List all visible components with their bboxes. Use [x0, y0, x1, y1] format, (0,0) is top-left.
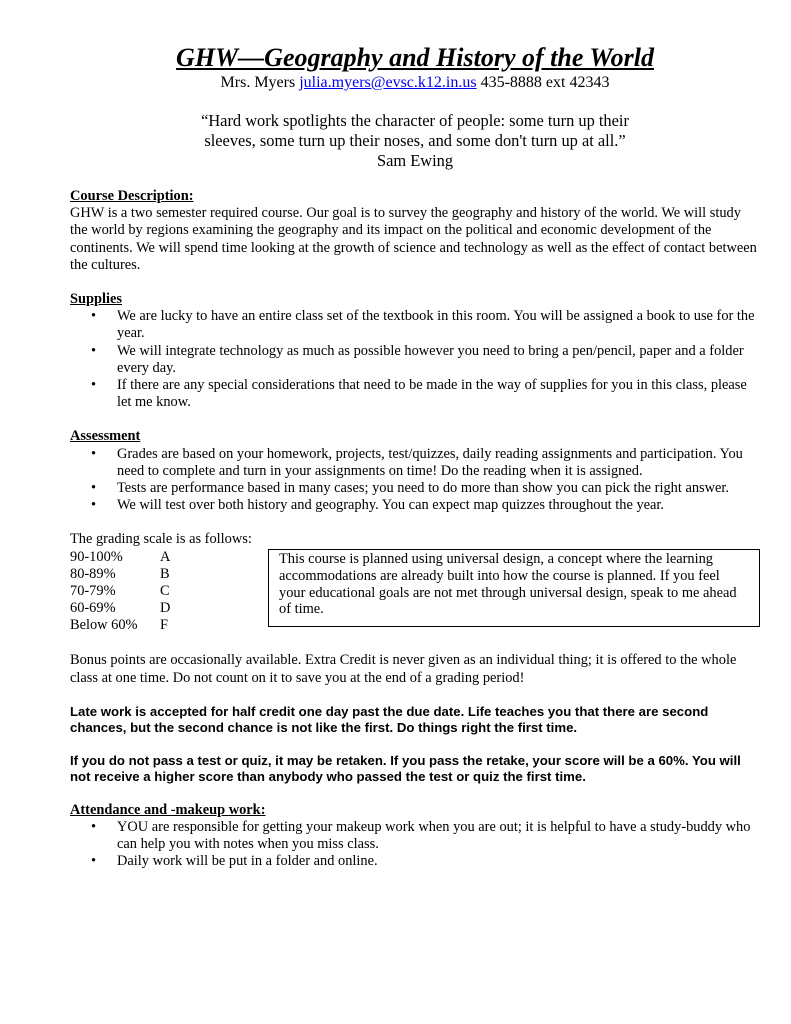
- list-item: • YOU are responsible for getting your makeup work when you are out; it is helpful to have a study-buddy who can help you with notes when you miss class.: [117, 819, 760, 853]
- teacher-name: Mrs. Myers: [220, 74, 296, 91]
- table-row: [70, 617, 170, 634]
- course-description-section: [70, 188, 760, 274]
- grade-range: 70-79%: [70, 583, 116, 600]
- email-link[interactable]: julia.myers@evsc.k12.in.us: [299, 74, 477, 91]
- attendance-heading: Attendance and -makeup work:: [70, 801, 266, 818]
- document-title: GHW—Geography and History of the World: [176, 43, 654, 72]
- quote-author: Sam Ewing: [376, 151, 454, 170]
- course-description-heading: Course Description:: [70, 188, 194, 204]
- grade-letter: B: [160, 566, 170, 583]
- grading-scale-table: [70, 549, 170, 634]
- grade-range: Below 60%: [70, 617, 138, 634]
- list-item: • Daily work will be put in a folder and online.: [117, 853, 760, 870]
- quote-line-2: sleeves, some turn up their noses, and some don't turn up at all.”: [204, 131, 626, 150]
- quote-line-1: “Hard work spotlights the character of people: some turn up their: [201, 111, 629, 130]
- attendance-list: [70, 819, 760, 871]
- grade-range: 90-100%: [70, 549, 123, 566]
- table-row: [70, 600, 170, 617]
- grade-letter: A: [160, 549, 171, 566]
- late-work-text: Late work is accepted for half credit one day past the due date. Life teaches you that there are second chances, but the second chance is not like the first. Do things right the first time.: [70, 703, 709, 735]
- bonus-text: Bonus points are occasionally available. Extra Credit is never given as an individual thing; it is offered to the whole class at one time. Do not count on it to save you at the end of a grading period!: [70, 652, 737, 686]
- list-item: • Tests are performance based in many cases; you need to do more than show you can pick the right answer.: [117, 480, 760, 497]
- list-item: • We will test over both history and geography. You can expect map quizzes throughout the year.: [117, 497, 760, 514]
- supplies-heading: Supplies: [70, 291, 122, 308]
- grade-range: 80-89%: [70, 566, 116, 583]
- list-item: • We will integrate technology as much as possible however you need to bring a pen/pencil, paper and a folder every day.: [117, 343, 760, 377]
- syllabus-page: [70, 42, 760, 871]
- assessment-heading: Assessment: [70, 428, 141, 445]
- grade-letter: D: [160, 600, 171, 617]
- bonus-section: [70, 652, 760, 686]
- retake-text: If you do not pass a test or quiz, it may be retaken. If you pass the retake, your score will be a 60%. You will not receive a higher score than anybody who passed the test or quiz the first time.: [70, 752, 741, 784]
- grade-letter: F: [160, 617, 169, 634]
- retake-section: [70, 753, 760, 785]
- quote-block: [70, 111, 760, 171]
- list-item: • If there are any special considerations that need to be made in the way of supplies for you in this class, please let me know.: [117, 377, 760, 411]
- assessment-section: [70, 428, 760, 514]
- contact-line: [70, 74, 760, 92]
- supplies-section: [70, 291, 760, 411]
- grade-range: 60-69%: [70, 600, 116, 617]
- grade-letter: C: [160, 583, 170, 600]
- list-item: • We are lucky to have an entire class set of the textbook in this room. You will be assigned a book to use for the year.: [117, 308, 760, 342]
- table-row: [70, 549, 170, 566]
- late-work-section: [70, 704, 760, 736]
- assessment-list: [70, 446, 760, 515]
- universal-design-note: This course is planned using universal design, a concept where the learning accommodations are already built into how the course is planned. If you feel your educational goals are not met through universal design, speak to me ahead of time.: [268, 549, 760, 626]
- table-row: [70, 566, 170, 583]
- grading-section: [70, 531, 760, 635]
- phone-number: 435-8888 ext 42343: [480, 74, 610, 91]
- supplies-list: [70, 308, 760, 411]
- course-description-text: GHW is a two semester required course. Our goal is to survey the geography and history of the world. We will study the world by regions examining the geography and its impact on the political and economic development of the continents. We will spend time looking at the growth of science and technology as well as the effect of contact between the cultures.: [70, 205, 757, 273]
- grading-intro: The grading scale is as follows:: [70, 531, 252, 548]
- list-item: • Grades are based on your homework, projects, test/quizzes, daily reading assignments and participation. You need to complete and turn in your assignments on time! Do the reading when it is assigned.: [117, 446, 760, 480]
- attendance-section: [70, 802, 760, 871]
- table-row: [70, 583, 170, 600]
